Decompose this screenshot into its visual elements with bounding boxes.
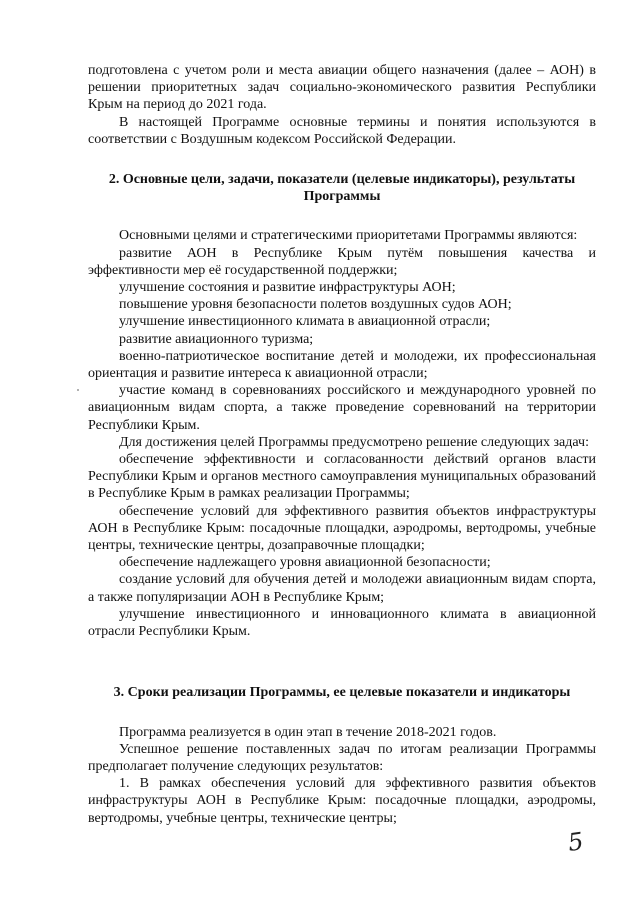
- document-page: [88, 62, 596, 827]
- page-number: 5: [566, 827, 586, 857]
- tasks-intro: Для достижения целей Программы предусмотрено решение следующих задач:: [119, 434, 589, 450]
- goal-item: повышение уровня безопасности полетов воздушных судов АОН;: [119, 297, 512, 313]
- task-item: обеспечение условий для эффективного развития объектов инфраструктуры АОН в Республике Крым: посадочные площадки, аэродромы, вертодромы, учебные центры, технические центры, дозаправочные площадки;: [88, 503, 596, 554]
- intro-paragraph-2: В настоящей Программе основные термины и понятия используются в соответствии с Воздушным кодексом Российской Федерации.: [88, 114, 596, 147]
- section-3-paragraph-1: Программа реализуется в один этап в течение 2018-2021 годов.: [119, 724, 497, 740]
- section-2-heading: 2. Основные цели, задачи, показатели (целевые индикаторы), результаты Программы: [108, 172, 576, 205]
- task-item: улучшение инвестиционного и инновационного климата в авиационной отрасли Республики Крым.: [88, 606, 596, 640]
- goal-item: развитие авиационного туризма;: [119, 331, 314, 347]
- intro-paragraph-1: подготовлена с учетом роли и места авиации общего назначения (далее – АОН) в решении приоритетных задач социально-экономического развития Республики Крым на период до 2021 года.: [88, 63, 596, 113]
- task-item: обеспечение эффективности и согласованности действий органов власти Республики Крым и органов местного самоуправления муниципальных образований в Республике Крым в рамках реализации Программы;: [88, 452, 596, 502]
- goal-item: военно-патриотическое воспитание детей и молодежи, их профессиональная ориентация и развитие интереса к авиационной отрасли;: [88, 348, 596, 382]
- section-3-paragraph-3: 1. В рамках обеспечения условий для эффективного развития объектов инфраструктуры АОН в Республике Крым: посадочные площадки, аэродромы, вертодромы, учебные центры, технические центры;: [88, 776, 596, 826]
- goal-item: развитие АОН в Республике Крым путём повышения качества и эффективности мер её государственной поддержки;: [88, 245, 596, 278]
- section-3-paragraph-2: Успешное решение поставленных задач по итогам реализации Программы предполагает получение следующих результатов:: [88, 741, 596, 774]
- goals-intro: Основными целями и стратегическими приоритетами Программы являются:: [119, 228, 578, 244]
- task-item: создание условий для обучения детей и молодежи авиационным видам спорта, а также популяризации АОН в Республике Крым;: [88, 572, 596, 605]
- scan-speck: [77, 389, 79, 391]
- section-3-heading: 3. Сроки реализации Программы, ее целевые показатели и индикаторы: [113, 685, 571, 701]
- goal-item: улучшение состояния и развитие инфраструктуры АОН;: [119, 280, 456, 296]
- goal-item: участие команд в соревнованиях российского и международного уровней по авиационным видам спорта, а также проведение соревнований на территории Республики Крым.: [88, 383, 596, 433]
- goal-item: улучшение инвестиционного климата в авиационной отрасли;: [119, 314, 491, 330]
- task-item: обеспечение надлежащего уровня авиационной безопасности;: [119, 555, 491, 571]
